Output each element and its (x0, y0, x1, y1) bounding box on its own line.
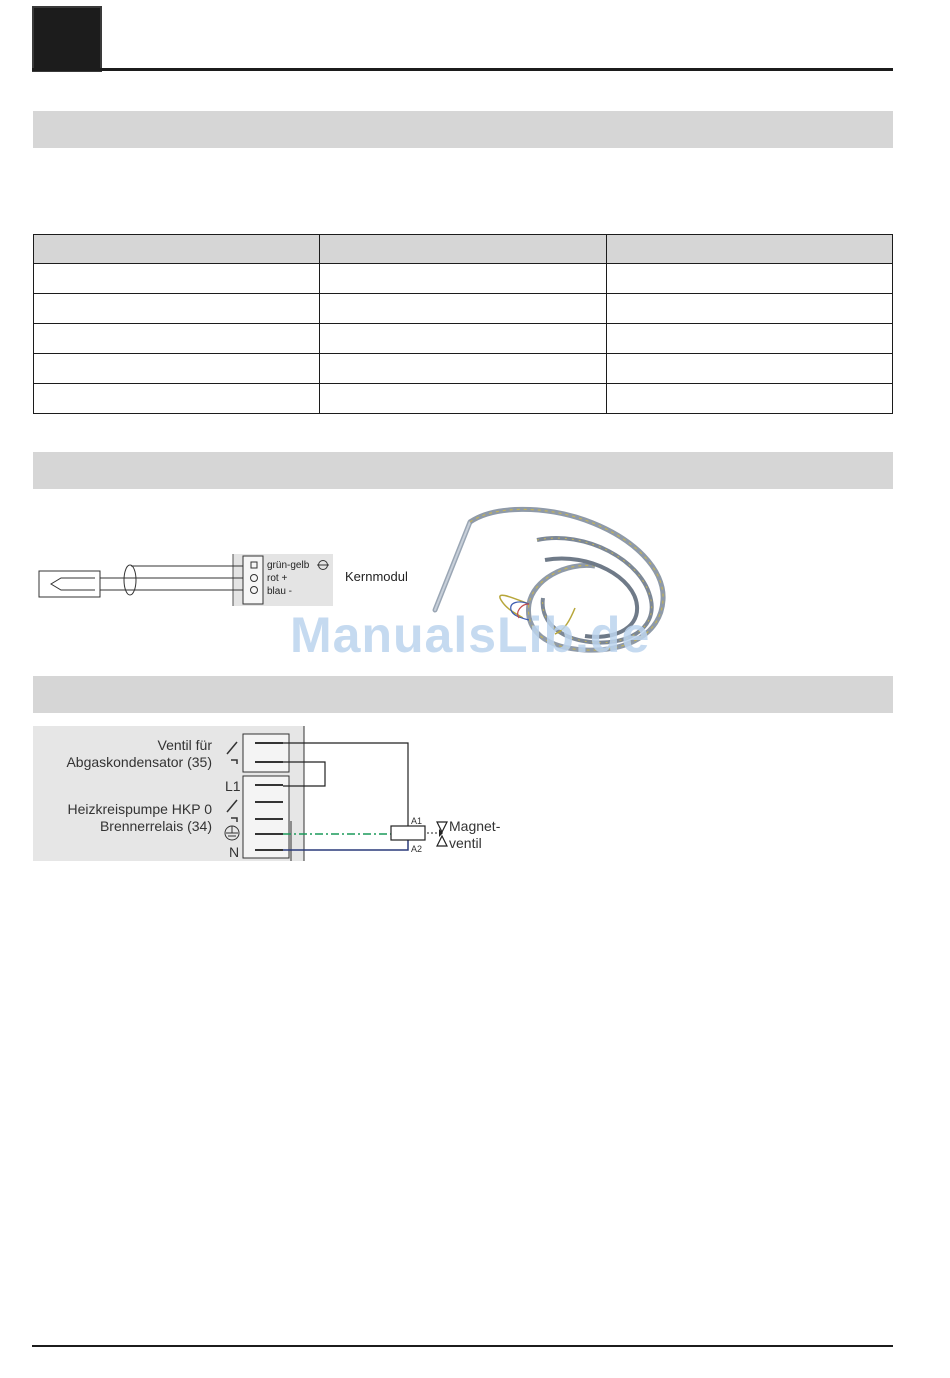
table-cell (34, 384, 320, 414)
table-header-cell (320, 235, 606, 264)
terminal-label-red: rot + (267, 573, 288, 584)
footer-rule (32, 1345, 893, 1347)
watermark: ManualsLib.de (290, 607, 651, 663)
a1-label: A1 (411, 816, 423, 826)
table-header-row (34, 235, 893, 264)
sensor-probe-tip (51, 578, 95, 590)
table-cell (320, 294, 606, 324)
header-rule (32, 68, 893, 71)
table-cell (606, 354, 892, 384)
table-cell (320, 354, 606, 384)
table-row (34, 354, 893, 384)
sensor-probe-outline (39, 571, 100, 597)
table-cell (34, 294, 320, 324)
table-row (34, 294, 893, 324)
burner-wiring-diagram (33, 726, 513, 862)
section-bar-2 (33, 452, 893, 489)
table-row (34, 264, 893, 294)
pump-label: Heizkreispumpe HKP 0 (67, 801, 212, 817)
terminal-label-blue: blau - (267, 586, 293, 597)
sensor-wiring-diagram (33, 550, 343, 610)
table-cell (606, 294, 892, 324)
n-label: N (229, 844, 240, 860)
chapter-marker (32, 6, 102, 72)
burner-relay-label: Brennerrelais (34) (99, 818, 212, 834)
connector-lower (243, 776, 289, 858)
magnet-valve-label-line1: Magnet- (449, 818, 501, 834)
spec-table (33, 234, 893, 414)
table-cell (320, 324, 606, 354)
terminal-connector (243, 556, 263, 604)
connector-upper (243, 734, 289, 772)
table-header-cell (34, 235, 320, 264)
magnet-valve-label-line2: ventil (449, 835, 482, 851)
valve-label-line2: Abgaskondensator (35) (66, 754, 212, 770)
section-bar-1 (33, 111, 893, 148)
a2-label: A2 (411, 844, 423, 854)
valve-label-line1: Ventil für (157, 737, 212, 753)
table-cell (320, 384, 606, 414)
table-row (34, 384, 893, 414)
table-cell (320, 264, 606, 294)
terminal-label-green-yellow: grün-gelb (267, 560, 310, 571)
valve-coil (391, 826, 425, 840)
table-row (34, 324, 893, 354)
section-bar-3 (33, 676, 893, 713)
table-cell (606, 324, 892, 354)
module-label: Kernmodul (345, 569, 408, 584)
l1-label: L1 (225, 778, 241, 794)
table-cell (34, 264, 320, 294)
table-cell (606, 264, 892, 294)
table-header-cell (606, 235, 892, 264)
table-cell (34, 354, 320, 384)
table-cell (34, 324, 320, 354)
table-cell (606, 384, 892, 414)
